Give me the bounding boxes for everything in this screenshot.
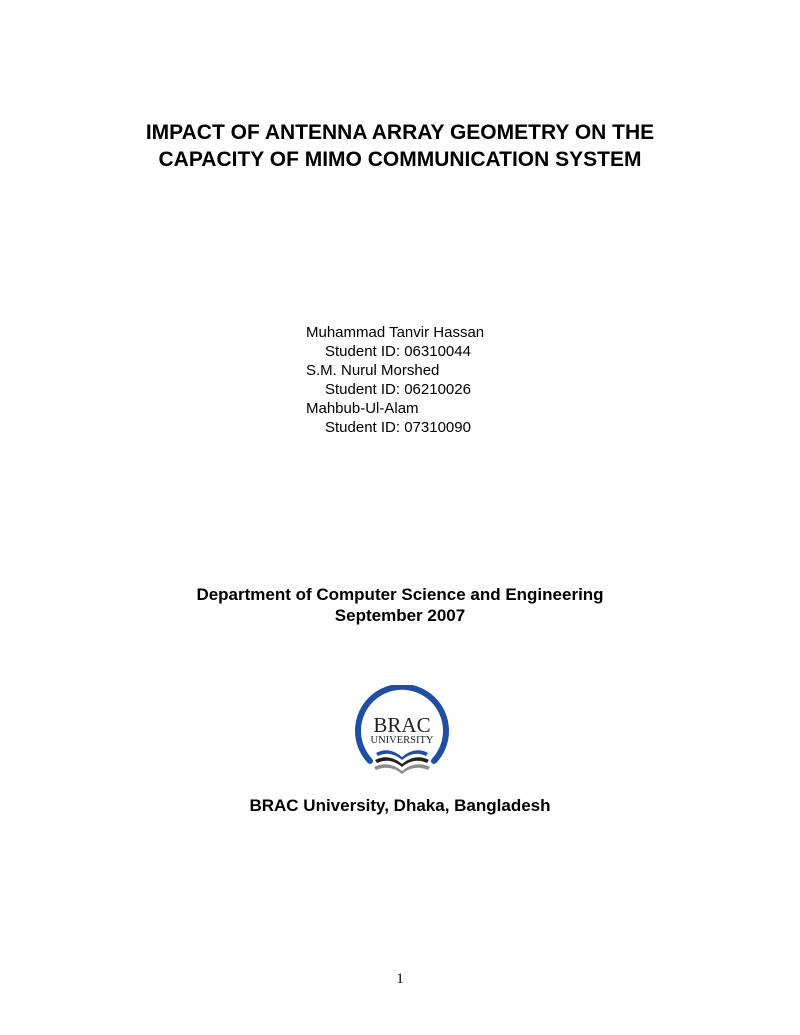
- author-student-id: Student ID: 06310044: [325, 343, 471, 360]
- logo-text-brac: BRAC: [373, 713, 431, 737]
- submission-date: September 2007: [334, 606, 466, 625]
- brac-university-logo: [352, 685, 452, 785]
- author-name: S.M. Nurul Morshed: [306, 362, 440, 379]
- institution-name: BRAC University, Dhaka, Bangladesh: [249, 796, 551, 815]
- author-name: Muhammad Tanvir Hassan: [306, 324, 485, 341]
- logo-text-university: UNIVERSITY: [370, 735, 434, 746]
- department-name: Department of Computer Science and Engineering: [196, 585, 604, 604]
- author-student-id: Student ID: 07310090: [325, 419, 471, 436]
- document-title: [0, 119, 800, 173]
- title-line-1: IMPACT OF ANTENNA ARRAY GEOMETRY ON THE: [145, 121, 655, 144]
- author-list: [306, 323, 484, 437]
- author-name: Mahbub-Ul-Alam: [306, 400, 419, 417]
- department-block: [0, 584, 800, 626]
- author-student-id: Student ID: 06210026: [325, 381, 471, 398]
- page-number: 1: [396, 971, 404, 987]
- title-line-2: CAPACITY OF MIMO COMMUNICATION SYSTEM: [158, 148, 642, 171]
